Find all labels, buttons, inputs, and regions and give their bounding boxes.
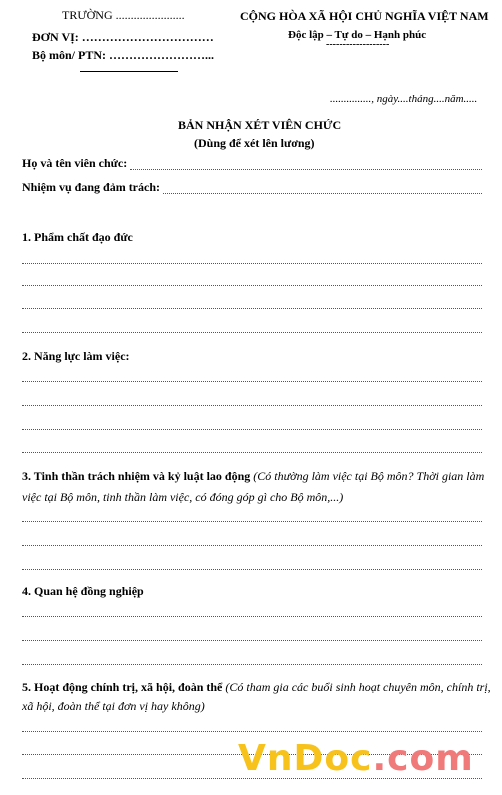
school-line: TRƯỜNG ....................... <box>62 8 185 22</box>
task-field-label: Nhiệm vụ đang đảm trách: <box>22 180 161 194</box>
document-title: BẢN NHẬN XÉT VIÊN CHỨC <box>178 118 342 132</box>
dotted-line <box>22 545 482 546</box>
dotted-line <box>22 452 482 453</box>
dotted-line <box>22 263 482 264</box>
department-line: Bộ môn/ PTN: ……………………... <box>32 48 215 62</box>
watermark-part-a: VnDoc <box>238 738 373 779</box>
section-5-note-b: xã hội, đoàn thể tại đơn vị hay không) <box>22 699 205 713</box>
dotted-line <box>22 616 482 617</box>
dotted-line <box>22 640 482 641</box>
section-3-note-b: việc tại Bộ môn, tinh thần làm việc, có đóng góp gì cho Bộ môn,...) <box>22 490 344 504</box>
name-field-dots <box>130 169 482 170</box>
dotted-line <box>22 332 482 333</box>
vndoc-watermark <box>238 738 474 779</box>
section-3-title: 3. Tinh thần trách nhiệm và kỷ luật lao động <box>22 469 251 483</box>
dotted-line <box>22 569 482 570</box>
section-4-title: 4. Quan hệ đồng nghiệp <box>22 584 144 598</box>
header-left-rule <box>80 71 178 72</box>
dotted-line <box>22 405 482 406</box>
date-line: ..............., ngày....tháng....năm..... <box>330 93 478 105</box>
document-subtitle: (Dùng để xét lên lương) <box>194 136 315 150</box>
motto: Độc lập – Tự do – Hạnh phúc <box>288 29 427 41</box>
dotted-line <box>22 731 482 732</box>
dotted-line <box>22 308 482 309</box>
dotted-line <box>22 429 482 430</box>
dotted-line <box>22 664 482 665</box>
watermark-part-b: .com <box>372 738 474 779</box>
dotted-line <box>22 285 482 286</box>
section-5-title: 5. Hoạt động chính trị, xã hội, đoàn thể <box>22 680 223 694</box>
section-5-note-a: (Có tham gia các buổi sinh hoạt chuyên môn, chính trị, <box>225 680 491 694</box>
section-1-title: 1. Phẩm chất đạo đức <box>22 230 133 244</box>
task-field-dots <box>163 193 482 194</box>
section-5-heading <box>22 680 491 695</box>
section-3-note-a: (Có thường làm việc tại Bộ môn? Thời gian làm <box>253 469 485 483</box>
section-2-title: 2. Năng lực làm việc: <box>22 349 130 363</box>
section-3-heading <box>22 469 484 484</box>
dotted-line <box>22 521 482 522</box>
nation-title: CỘNG HÒA XÃ HỘI CHỦ NGHĨA VIỆT NAM <box>240 9 489 23</box>
dotted-line <box>22 381 482 382</box>
name-field-label: Họ và tên viên chức: <box>22 156 128 170</box>
motto-rule: ------------------- <box>326 39 390 50</box>
unit-line: ĐƠN VỊ: …………………………… <box>32 30 214 44</box>
